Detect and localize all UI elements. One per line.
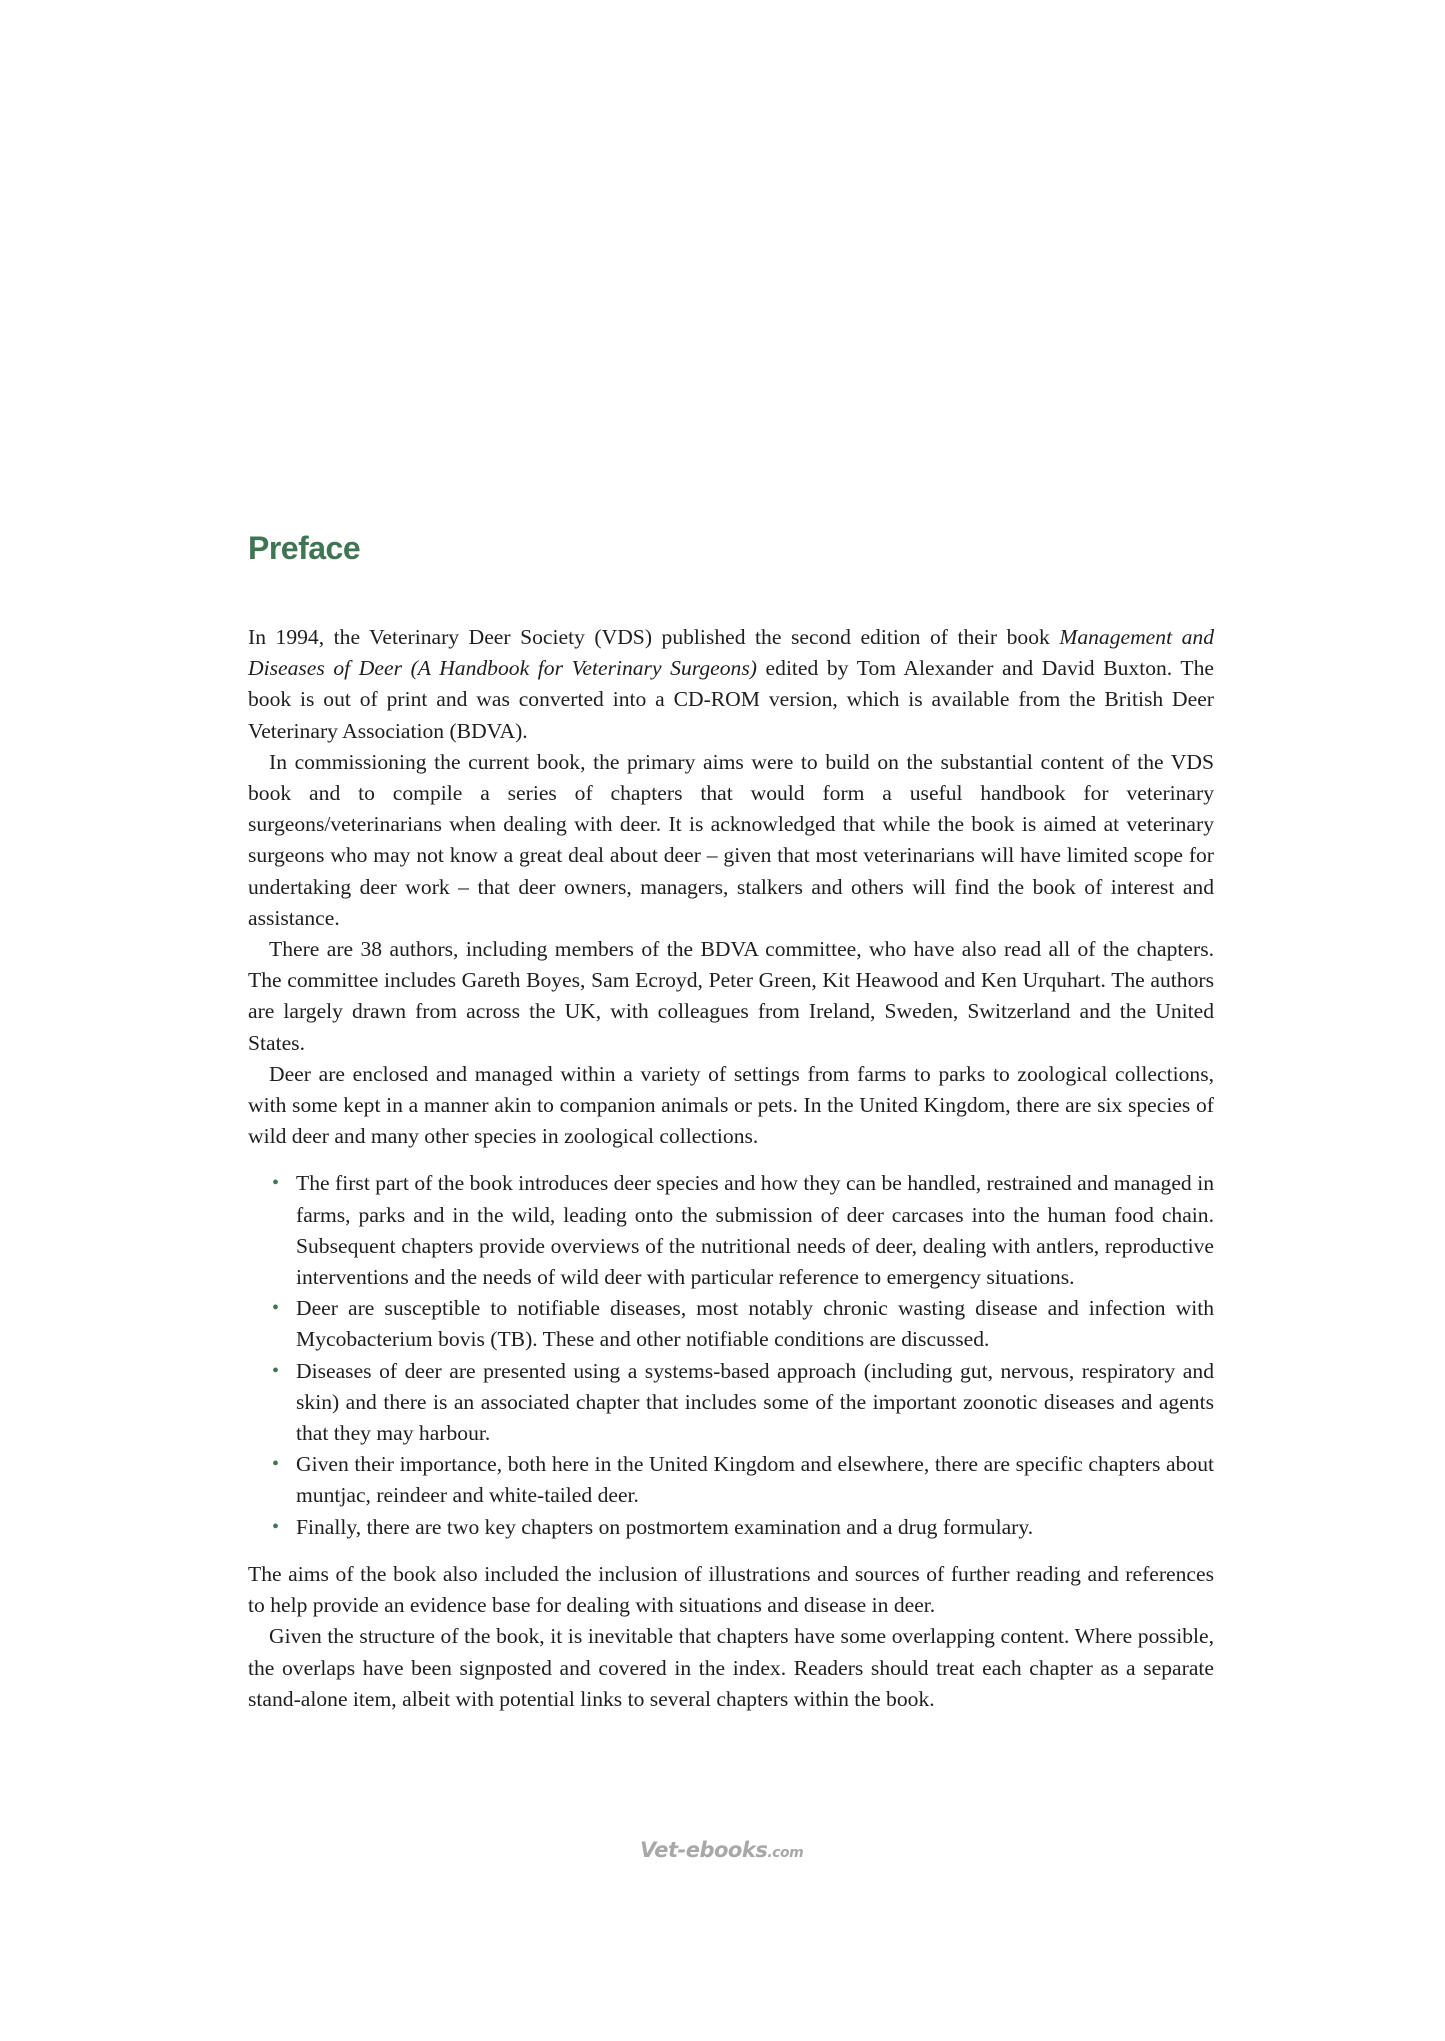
list-item xyxy=(272,1356,1214,1450)
list-item-text: Finally, there are two key chapters on postmortem examination and a drug formulary. xyxy=(296,1514,1034,1539)
paragraph-6: Given the structure of the book, it is inevitable that chapters have some overlapping content. Where possible, the overlaps have been signposted and covered in the index. Readers should treat each chapter as a separate stand-alone item, albeit with potential links to several chapters within the book. xyxy=(248,1624,1214,1711)
watermark-text xyxy=(640,1838,803,1862)
list-item xyxy=(272,1168,1214,1293)
bullet-marker: • xyxy=(272,1359,280,1382)
watermark-suffix: .com xyxy=(767,1845,804,1861)
bullet-marker: • xyxy=(272,1453,280,1476)
bullet-marker: • xyxy=(272,1297,280,1320)
bullet-marker: • xyxy=(272,1172,280,1195)
list-item xyxy=(272,1293,1214,1355)
species-name-italic: Mycobacterium bovis xyxy=(296,1327,485,1352)
bullet-marker: • xyxy=(272,1515,280,1538)
list-item-text: Given their importance, both here in the United Kingdom and elsewhere, there are specific chapters about muntjac, reindeer and white-tailed deer. xyxy=(296,1452,1214,1508)
paragraph-5: The aims of the book also included the inclusion of illustrations and sources of further reading and references to help provide an evidence base for dealing with situations and disease in deer. xyxy=(248,1561,1214,1618)
list-item-text-end: (TB). These and other notifiable conditions are discussed. xyxy=(484,1327,990,1352)
paragraph-4: Deer are enclosed and managed within a variety of settings from farms to parks to zoological collections, with some kept in a manner akin to companion animals or pets. In the United Kingdom, there are six species of wild deer and many other species in zoological collections. xyxy=(248,1061,1214,1149)
paragraph-1-end: edited by Tom Alexander and David Buxton. The book is out of print and was converted into a CD-ROM version, which is available from the British Deer Veterinary Association (BDVA). xyxy=(248,656,1214,743)
preface-body xyxy=(248,622,1214,1715)
list-item xyxy=(272,1512,1214,1543)
paragraph-2: In commissioning the current book, the primary aims were to build on the substantial content of the VDS book and to compile a series of chapters that would form a useful handbook for veterinary surgeons/veterinarians when dealing with deer. It is acknowledged that while the book is aimed at veterinary surgeons who may not know a great deal about deer – given that most veterinarians will have limited scope for undertaking deer work – that deer owners, managers, stalkers and others will find the book of interest and assistance. xyxy=(248,749,1214,930)
page-title: Preface xyxy=(248,530,361,566)
paragraph-1 xyxy=(248,622,1214,747)
list-item-text: The first part of the book introduces deer species and how they can be handled, restrained and managed in farms, parks and in the wild, leading onto the submission of deer carcases into the human food chain. Subsequent chapters provide overviews of the nutritional needs of deer, dealing with antlers, reproductive interventions and the needs of wild deer with particular reference to emergency situations. xyxy=(296,1171,1214,1290)
book-title-italic: Management and Diseases of Deer (A Handbook for Veterinary Surgeons) xyxy=(248,625,1214,681)
paragraph-3: There are 38 authors, including members of the BDVA committee, who have also read all of the chapters. The committee includes Gareth Boyes, Sam Ecroyd, Peter Green, Kit Heawood and Ken Urquhart. The authors are largely drawn from across the UK, with colleagues from Ireland, Sweden, Switzerland and the United States. xyxy=(248,937,1214,1055)
list-item-text: Diseases of deer are presented using a systems-based approach (including gut, nervous, respiratory and skin) and there is an associated chapter that includes some of the important zoonotic diseases and agents that they may harbour. xyxy=(296,1358,1214,1446)
watermark-main: Vet-ebooks xyxy=(640,1838,768,1862)
list-item-text-start: Deer are susceptible to notifiable diseases, most notably chronic wasting disease and infection with xyxy=(296,1296,1214,1321)
list-item xyxy=(272,1449,1214,1511)
bullet-list xyxy=(248,1168,1214,1542)
paragraph-1-start: In 1994, the Veterinary Deer Society (VDS) published the second edition of their book xyxy=(248,625,1060,649)
watermark-logo xyxy=(640,1838,810,1872)
